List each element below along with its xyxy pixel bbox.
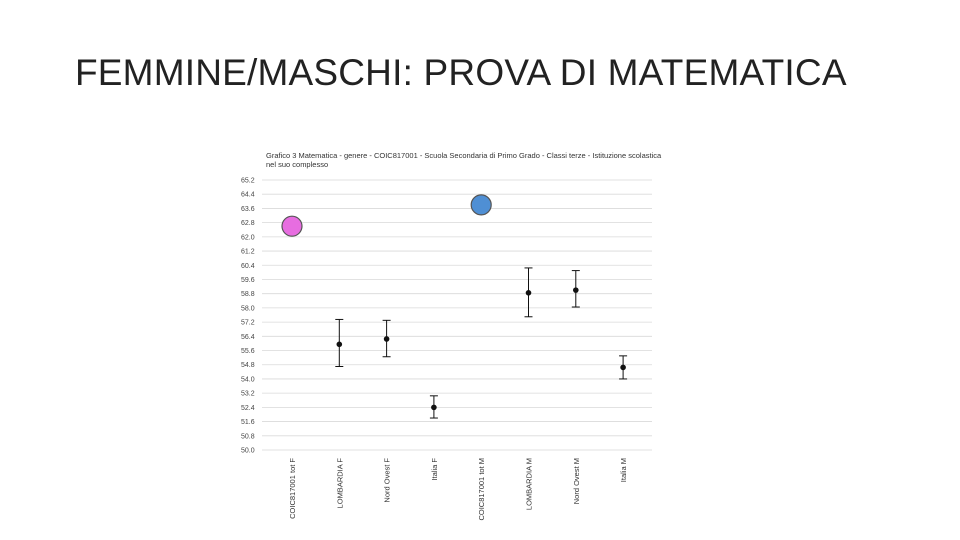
highlight-marker: [282, 216, 302, 236]
x-category-label: COIC817001 tot F: [288, 458, 297, 519]
y-tick-label: 58.0: [241, 305, 255, 313]
data-point: [431, 405, 437, 411]
y-tick-label: 65.2: [241, 177, 255, 185]
x-category-label: Nord Ovest F: [382, 458, 392, 503]
y-tick-label: 53.2: [241, 390, 255, 398]
y-tick-label: 50.0: [241, 447, 255, 455]
x-category-label: Nord Ovest M: [571, 458, 581, 505]
y-tick-label: 51.6: [241, 419, 255, 427]
y-tick-label: 50.8: [241, 433, 255, 441]
x-category-label: Italia M: [619, 458, 629, 483]
gridlines: [262, 180, 652, 450]
data-point: [620, 365, 626, 371]
y-tick-label: 57.2: [241, 319, 255, 327]
y-tick-label: 62.8: [241, 220, 255, 228]
chart-title: Grafico 3 Matematica - genere - COIC817001 - Scuola Secondaria di Primo Grado - Classi terze - Istituzione scolastica nel suo complesso: [266, 151, 662, 169]
y-tick-label: 54.8: [241, 362, 255, 370]
x-category-label: LOMBARDIA M: [524, 458, 534, 511]
y-tick-label: 55.6: [241, 348, 255, 356]
x-axis-categories: [288, 458, 628, 521]
x-category-label: LOMBARDIA F: [335, 458, 345, 509]
x-category-label: Italia F: [429, 458, 439, 481]
y-tick-label: 56.4: [241, 333, 255, 341]
y-tick-label: 61.2: [241, 248, 255, 256]
x-category-label: COIC817001 tot M: [477, 458, 487, 521]
slide-title: FEMMINE/MASCHI: PROVA DI MATEMATICA: [75, 52, 847, 93]
data-points: [337, 287, 626, 410]
data-point: [337, 342, 343, 348]
y-tick-label: 64.4: [241, 191, 255, 199]
y-axis-ticks: [241, 178, 255, 455]
y-tick-label: 63.6: [241, 205, 255, 213]
y-tick-label: 54.0: [241, 376, 255, 384]
data-point: [573, 287, 579, 293]
highlight-marker: [471, 195, 491, 215]
y-tick-label: 60.4: [241, 262, 255, 270]
data-point: [526, 290, 532, 296]
y-tick-label: 59.6: [241, 276, 255, 284]
highlight-markers: [282, 195, 491, 236]
y-tick-label: 62.0: [241, 234, 255, 242]
data-point: [384, 336, 390, 342]
y-tick-label: 58.8: [241, 291, 255, 299]
y-tick-label: 52.4: [241, 404, 255, 412]
error-bars: [335, 268, 627, 418]
